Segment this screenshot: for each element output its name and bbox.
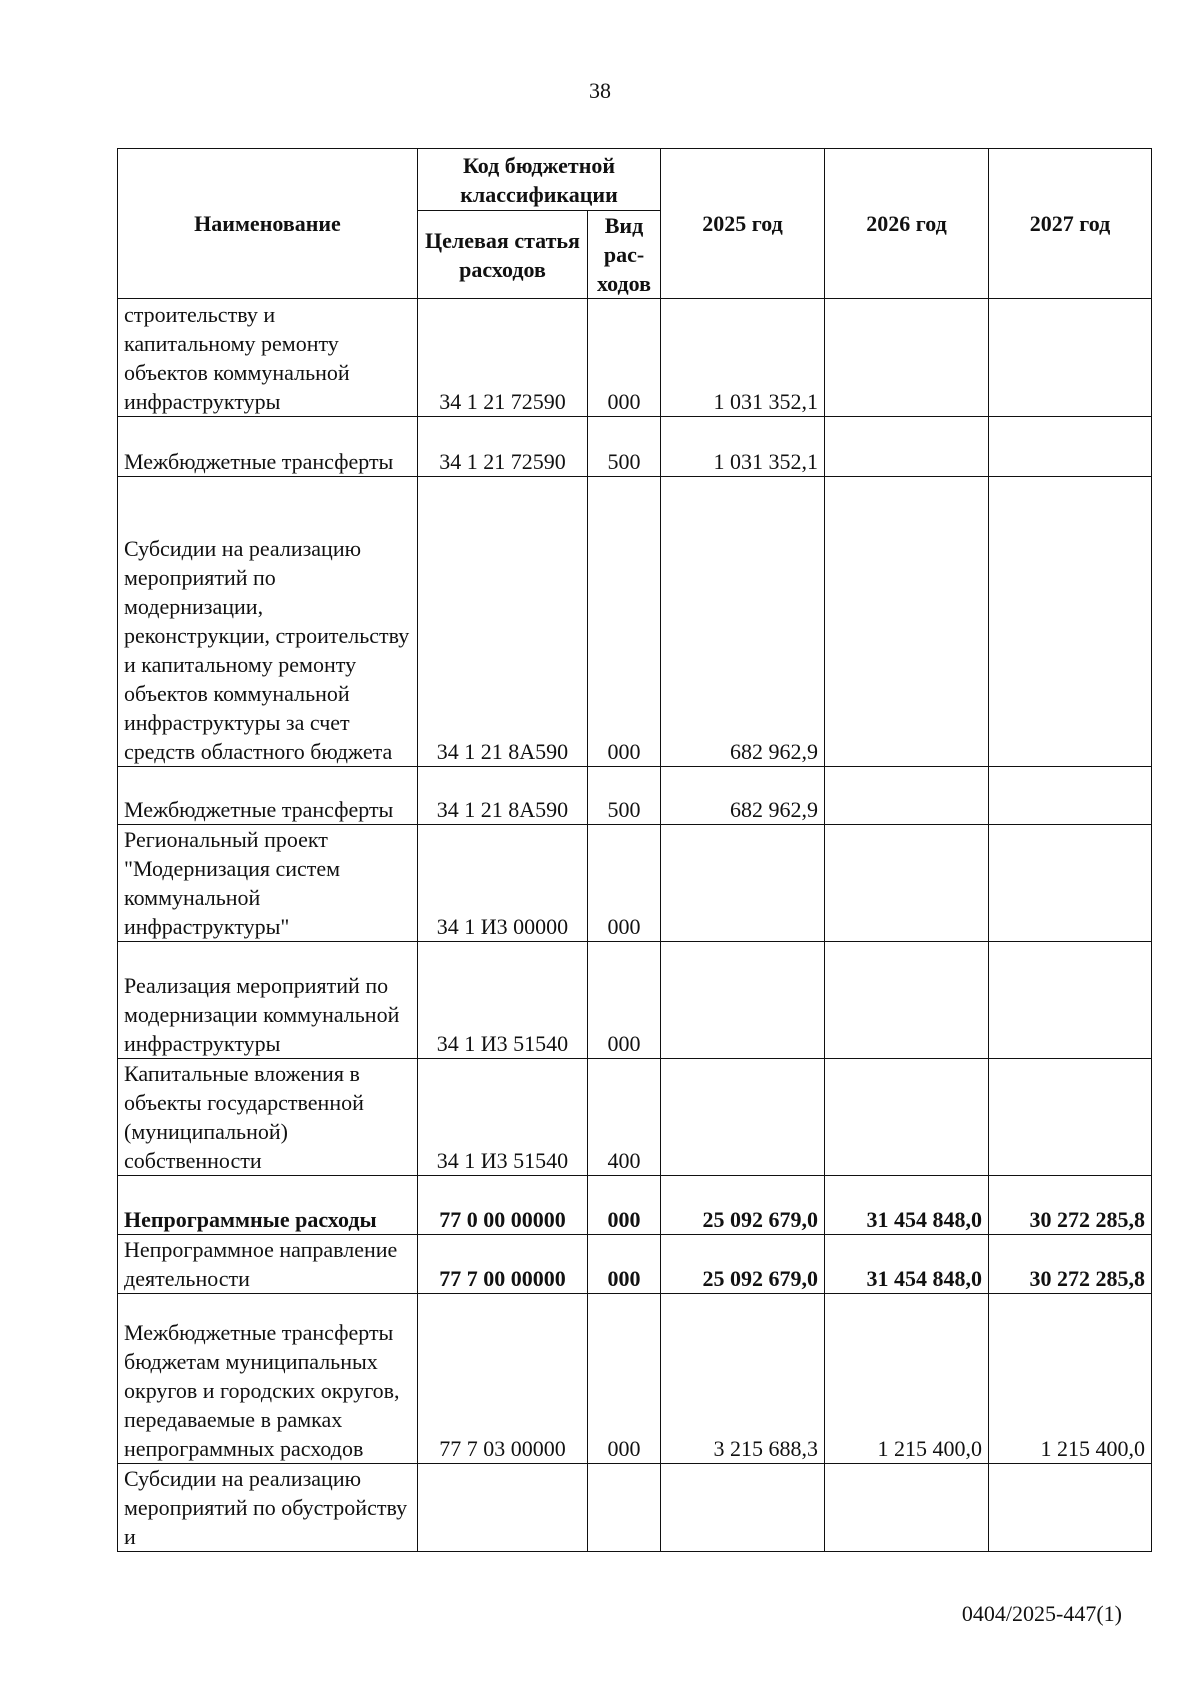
row-name: Межбюджетные трансферты: [118, 767, 418, 825]
row-2027: [989, 825, 1152, 942]
row-name: Субсидии на реализацию мероприятий по модернизации, реконструкции, строительству и капитальному ремонту объектов коммунальной инфраструктуры за счет средств областного бюджета: [118, 477, 418, 767]
row-2027: 30 272 285,8: [989, 1176, 1152, 1235]
row-expense-type: 000: [588, 942, 661, 1059]
header-2027: 2027 год: [989, 149, 1152, 299]
table-row: [118, 417, 1152, 477]
table-row: [118, 299, 1152, 417]
row-2026: [825, 299, 989, 417]
row-2027: 30 272 285,8: [989, 1235, 1152, 1294]
row-target-code: 34 1 21 72590: [418, 417, 588, 477]
row-expense-type: 000: [588, 1235, 661, 1294]
row-2027: [989, 767, 1152, 825]
table-row: [118, 1176, 1152, 1235]
row-name: Реализация мероприятий по модернизации коммунальной инфраструктуры: [118, 942, 418, 1059]
row-target-code: 34 1 21 8А590: [418, 767, 588, 825]
row-name: Субсидии на реализацию мероприятий по обустройству и: [118, 1464, 418, 1552]
row-2026: 1 215 400,0: [825, 1294, 989, 1464]
row-2026: [825, 825, 989, 942]
row-target-code: 34 1 21 8А590: [418, 477, 588, 767]
header-kbk-group: Код бюджетной классификации: [418, 149, 661, 211]
row-2027: [989, 1464, 1152, 1552]
row-target-code: 77 0 00 00000: [418, 1176, 588, 1235]
header-2025: 2025 год: [661, 149, 825, 299]
row-name: строительству и капитальному ремонту объектов коммунальной инфраструктуры: [118, 299, 418, 417]
row-expense-type: 000: [588, 1176, 661, 1235]
row-2027: [989, 299, 1152, 417]
row-2025: 25 092 679,0: [661, 1176, 825, 1235]
page-number: 38: [589, 78, 611, 103]
row-2025: 25 092 679,0: [661, 1235, 825, 1294]
row-2027: [989, 1059, 1152, 1176]
header-name: Наименование: [118, 149, 418, 299]
table-row: [118, 767, 1152, 825]
row-target-code: 34 1 21 72590: [418, 299, 588, 417]
row-target-code: 34 1 И3 00000: [418, 825, 588, 942]
row-2026: [825, 1059, 989, 1176]
row-expense-type: 000: [588, 299, 661, 417]
row-2025: [661, 825, 825, 942]
row-2025: 682 962,9: [661, 767, 825, 825]
row-2025: [661, 1059, 825, 1176]
row-2026: [825, 942, 989, 1059]
row-expense-type: 000: [588, 477, 661, 767]
row-name: Региональный проект "Модернизация систем коммунальной инфраструктуры": [118, 825, 418, 942]
row-name: Межбюджетные трансферты: [118, 417, 418, 477]
table-row: [118, 1464, 1152, 1552]
row-2027: [989, 942, 1152, 1059]
row-2026: [825, 417, 989, 477]
row-2026: 31 454 848,0: [825, 1235, 989, 1294]
row-expense-type: 000: [588, 1294, 661, 1464]
row-name: Межбюджетные трансферты бюджетам муниципальных округов и городских округов, передаваемые в рамках непрограммных расходов: [118, 1294, 418, 1464]
row-target-code: 34 1 И3 51540: [418, 942, 588, 1059]
row-expense-type: 500: [588, 767, 661, 825]
table-row: [118, 1294, 1152, 1464]
table-row: [118, 1059, 1152, 1176]
row-2026: [825, 767, 989, 825]
row-name: Непрограммное направление деятельности: [118, 1235, 418, 1294]
row-expense-type: 000: [588, 825, 661, 942]
row-2026: 31 454 848,0: [825, 1176, 989, 1235]
row-expense-type: 400: [588, 1059, 661, 1176]
table-row: [118, 825, 1152, 942]
row-target-code: 34 1 И3 51540: [418, 1059, 588, 1176]
row-2027: [989, 477, 1152, 767]
row-2025: 3 215 688,3: [661, 1294, 825, 1464]
row-target-code: [418, 1464, 588, 1552]
table-row: [118, 477, 1152, 767]
row-2025: 1 031 352,1: [661, 299, 825, 417]
row-name: Непрограммные расходы: [118, 1176, 418, 1235]
budget-table: [117, 148, 1152, 1552]
row-2025: [661, 942, 825, 1059]
row-name: Капитальные вложения в объекты государственной (муниципальной) собственности: [118, 1059, 418, 1176]
row-expense-type: 500: [588, 417, 661, 477]
table-row: [118, 1235, 1152, 1294]
row-2025: 682 962,9: [661, 477, 825, 767]
table-row: [118, 942, 1152, 1059]
row-expense-type: [588, 1464, 661, 1552]
header-2026: 2026 год: [825, 149, 989, 299]
row-target-code: 77 7 03 00000: [418, 1294, 588, 1464]
document-id: 0404/2025-447(1): [961, 1601, 1122, 1626]
row-2026: [825, 477, 989, 767]
header-target-article: Целевая статья расходов: [418, 211, 588, 299]
row-target-code: 77 7 00 00000: [418, 1235, 588, 1294]
header-expense-type: Вид рас-ходов: [588, 211, 661, 299]
row-2026: [825, 1464, 989, 1552]
row-2025: 1 031 352,1: [661, 417, 825, 477]
row-2027: 1 215 400,0: [989, 1294, 1152, 1464]
row-2027: [989, 417, 1152, 477]
row-2025: [661, 1464, 825, 1552]
